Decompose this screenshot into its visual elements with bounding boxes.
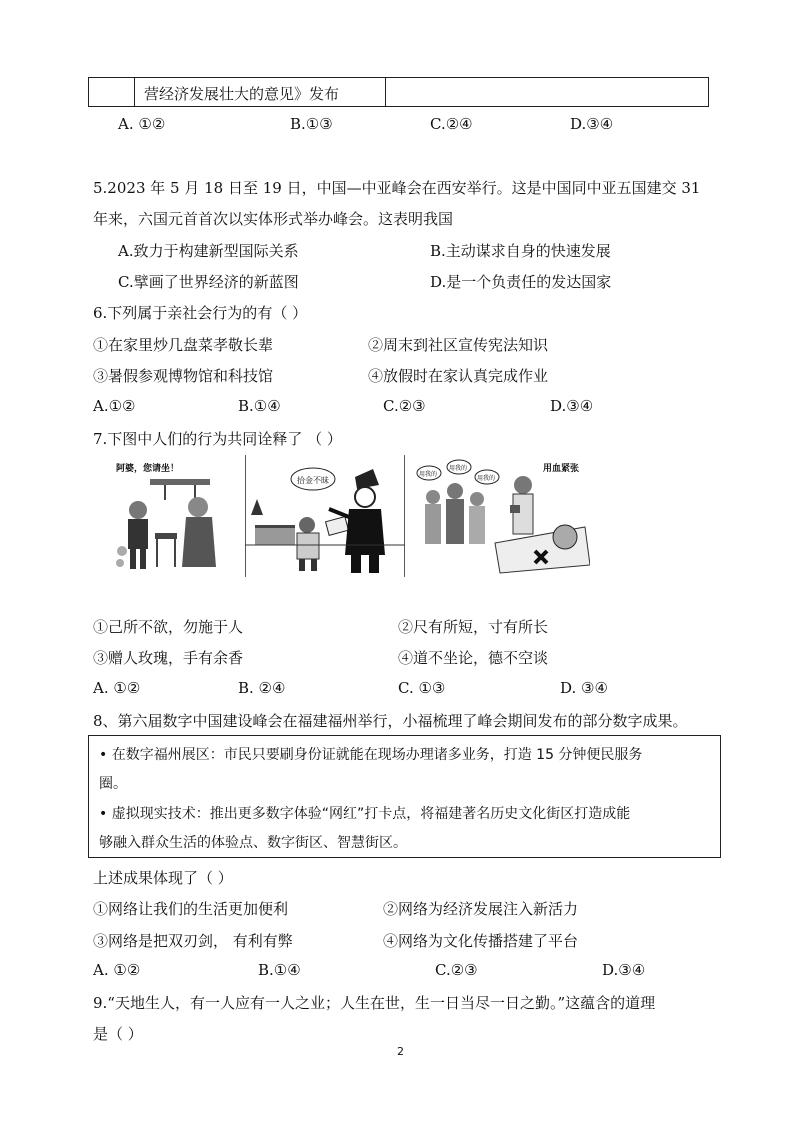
q6-item-3: ③暑假参观博物馆和科技馆 [93,367,274,385]
q5-stem-line2: 年来，六国元首首次以实体形式举办峰会。这表明我国 [93,210,454,228]
q5-option-c: C.擘画了世界经济的新蓝图 [118,273,299,291]
q4-option-a: A. ①② [118,115,166,133]
q8-option-a: A. ①② [93,961,141,979]
caption-blood-shortage: 用血紧张 [543,464,580,474]
q9-stem-line2: 是（ ） [93,1025,143,1043]
q7-option-a: A. ①② [93,679,141,697]
illustration-return-lost [245,455,405,577]
illustration-offer-seat [110,455,230,577]
q7-item-4: ④道不坐论，德不空谈 [398,649,549,667]
q9-stem-line1: 9.“天地生人，有一人应有一人之业；人生在世，生一日当尽一日之勤。”这蕴含的道理 [93,994,656,1012]
table-cell-left [89,78,135,106]
q8-item-3: ③网络是把双刃剑， 有利有弊 [93,932,293,950]
q5-option-b: B.主动谋求自身的快速发展 [430,242,611,260]
q4-option-c: C.②④ [430,115,473,133]
speech-3: 用我的 [477,475,496,482]
q8-stem: 8、第六届数字中国建设峰会在福建福州举行，小福梳理了峰会期间发布的部分数字成果。 [93,712,688,730]
q8-item-2: ②网络为经济发展注入新活力 [383,900,579,918]
speech-1: 用我的 [419,471,438,478]
q8-item-4: ④网络为文化传播搭建了平台 [383,932,579,950]
info-line-1: • 在数字福州展区：市民只要刷身份证就能在现场办理诸多业务，打造 15 分钟便民服务 [99,747,643,763]
speech-2: 用我的 [449,465,468,472]
q6-option-a: A.①② [93,397,136,415]
q4-option-b: B.①③ [290,115,333,133]
q6-option-c: C.②③ [383,397,426,415]
info-line-2: 圈。 [99,776,127,792]
q6-item-1: ①在家里炒几盘菜孝敬长辈 [93,336,274,354]
info-line-4: 够融入群众生活的体验点、数字街区、智慧街区。 [99,835,407,851]
q4-option-d: D.③④ [570,115,614,133]
q8-info-box [88,735,721,858]
q5-stem-line1: 5.2023 年 5 月 18 日至 19 日，中国—中亚峰会在西安举行。这是中国同中亚五国建交 31 [93,179,701,197]
q7-stem: 7.下图中人们的行为共同诠释了 （ ） [93,430,342,448]
q7-item-1: ①己所不欲，勿施于人 [93,618,244,636]
q6-option-d: D.③④ [550,397,594,415]
q6-item-4: ④放假时在家认真完成作业 [368,367,549,385]
q6-option-b: B.①④ [238,397,281,415]
q8-option-c: C.②③ [435,961,478,979]
q6-item-2: ②周末到社区宣传宪法知识 [368,336,549,354]
q7-option-b: B. ②④ [238,679,286,697]
info-line-3: • 虚拟现实技术：推出更多数字体验“网红”打卡点，将福建著名历史文化街区打造成能 [99,806,631,822]
page-number: 2 [397,1045,404,1058]
q8-option-d: D.③④ [602,961,646,979]
table-cell-middle [134,78,386,106]
q7-item-2: ②尺有所短，寸有所长 [398,618,549,636]
q8-option-b: B.①④ [258,961,301,979]
table-fragment [88,77,709,107]
q8-question: 上述成果体现了（ ） [93,869,233,887]
illustration-blood-donation [415,455,590,577]
q6-stem: 6.下列属于亲社会行为的有（ ） [93,304,308,322]
caption-offer-seat: 阿婆，您请坐！ [116,464,180,474]
q8-item-1: ①网络让我们的生活更加便利 [93,900,289,918]
q7-item-3: ③赠人玫瑰，手有余香 [93,649,244,667]
table-cell-text: 营经济发展壮大的意见》发布 [144,85,340,103]
q7-option-d: D. ③④ [560,679,608,697]
speech-lost-item: 拾金不昧 [297,476,329,485]
q7-option-c: C. ①③ [398,679,446,697]
q5-option-a: A.致力于构建新型国际关系 [118,242,299,260]
q5-option-d: D.是一个负责任的发达国家 [430,273,612,291]
